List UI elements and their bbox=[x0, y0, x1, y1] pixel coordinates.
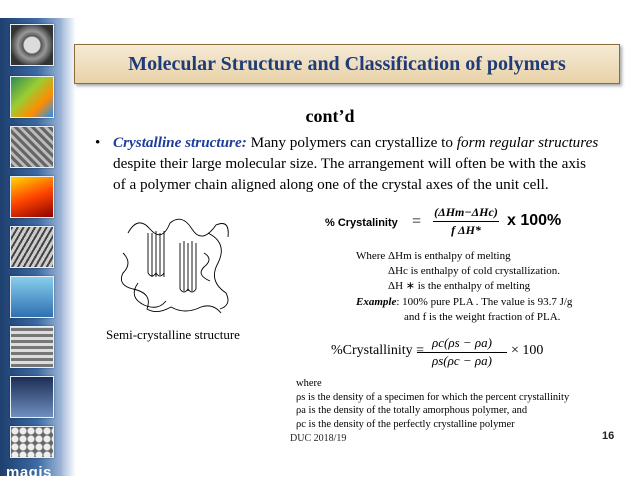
page-number: 16 bbox=[602, 430, 615, 442]
density-definitions bbox=[296, 377, 606, 431]
where-line-4: Example: 100% pure PLA . The value is 93.7 J/g bbox=[356, 295, 573, 308]
formula1-suffix: x 100% bbox=[507, 212, 562, 229]
formula1-fraction bbox=[433, 205, 499, 238]
where-line-2: ΔHc is enthalpy of cold crystallization. bbox=[388, 265, 561, 278]
def-line-2: ρs is the density of a specimen for which the percent crystallinity bbox=[296, 391, 570, 403]
slide-title: Molecular Structure and Classification of polymers bbox=[128, 52, 566, 75]
semi-crystalline-diagram bbox=[118, 213, 238, 318]
where-line-5: and f is the weight fraction of PLA. bbox=[404, 310, 561, 323]
wind-turbine-thumbnail bbox=[10, 376, 54, 418]
formula1-numerator: (ΔHm−ΔHc) bbox=[433, 205, 499, 222]
def-line-4: ρc is the density of the perfectly crystalline polymer bbox=[296, 418, 515, 430]
crystallinity-formula-density bbox=[331, 335, 544, 373]
where-line-3: ΔH ∗ is the enthalpy of melting bbox=[388, 280, 531, 293]
bullet-marker: • bbox=[95, 134, 101, 151]
example-label: Example bbox=[356, 295, 397, 308]
formula1-label: % Crystalinity bbox=[325, 217, 398, 229]
diagram-caption: Semi-crystalline structure bbox=[106, 327, 240, 342]
mesh-thumbnail bbox=[10, 76, 54, 118]
formula2-suffix: × 100 bbox=[511, 343, 544, 358]
def-line-1: where bbox=[296, 378, 322, 389]
formula2-label: %Crystallinity = bbox=[331, 343, 425, 358]
bullet-text-1: Many polymers can crystallize to bbox=[246, 134, 457, 151]
bullet-keyword: Crystalline structure: bbox=[113, 134, 247, 151]
formula2-numerator: ρc(ρs − ρa) bbox=[417, 335, 507, 353]
bullet-italic: form regular structures bbox=[456, 134, 599, 151]
foam-thumbnail bbox=[10, 426, 54, 458]
formula1-equals: = bbox=[412, 213, 422, 230]
turbine-thumbnail bbox=[10, 24, 54, 66]
formula1-denominator: f ΔH* bbox=[451, 223, 481, 237]
formula2-denominator: ρs(ρc − ρa) bbox=[432, 353, 492, 368]
def-line-3: ρa is the density of the totally amorphous polymer, and bbox=[296, 405, 528, 417]
formula2-fraction bbox=[417, 335, 507, 369]
fiber-thumbnail bbox=[10, 126, 54, 168]
where-line-1: Where ΔHm is enthalpy of melting bbox=[356, 250, 511, 262]
aircraft-thumbnail bbox=[10, 276, 54, 318]
side-image-strip bbox=[0, 18, 62, 481]
texture-thumbnail bbox=[10, 226, 54, 268]
enthalpy-definitions bbox=[356, 249, 616, 325]
title-bar bbox=[74, 44, 620, 84]
magis-logo: magis bbox=[6, 464, 52, 481]
weave-thumbnail bbox=[10, 326, 54, 368]
bullet-paragraph bbox=[95, 132, 600, 195]
crystallinity-formula-enthalpy bbox=[325, 203, 585, 247]
slide-footer: DUC 2018/19 bbox=[290, 433, 347, 444]
slide-subtitle: cont’d bbox=[305, 106, 355, 126]
simulation-thumbnail bbox=[10, 176, 54, 218]
bullet-text-2: despite their large molecular size. The arrangement will often be with the axis of a polymer chain aligned along one of the crystal axes of the unit cell. bbox=[113, 155, 587, 193]
